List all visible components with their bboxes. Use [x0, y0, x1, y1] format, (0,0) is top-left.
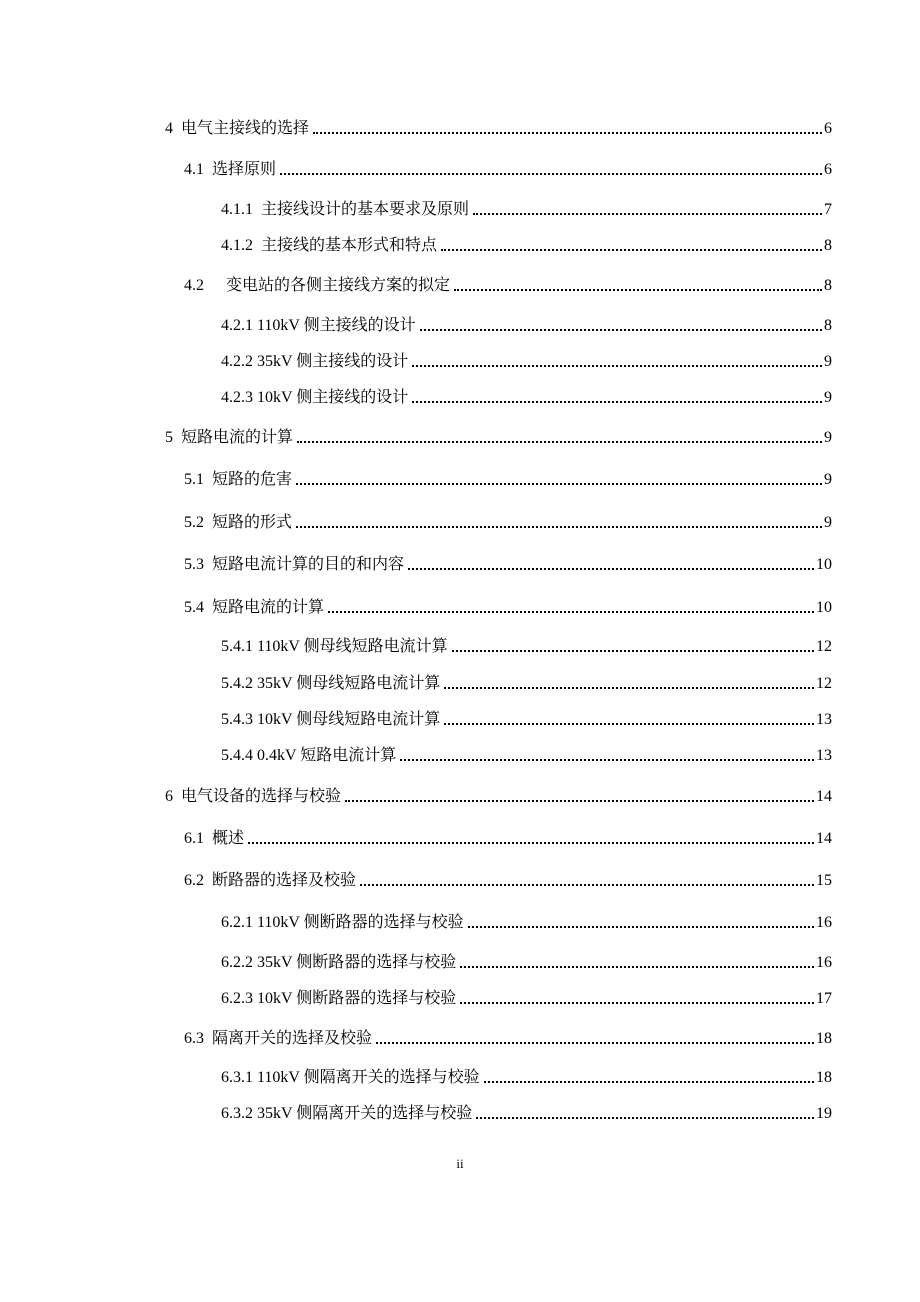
toc-entry-5-4-1[interactable] — [221, 632, 832, 656]
toc-entry-page: 9 — [824, 353, 832, 370]
toc-entry-number: 5.1 — [184, 471, 204, 488]
toc-entry-title: 概述 — [212, 830, 245, 847]
toc-entry-number: 4.1.2 — [221, 237, 253, 254]
toc-entry-4-2-2[interactable] — [221, 347, 832, 371]
toc-entry-title: 变电站的各侧主接线方案的拟定 — [226, 277, 451, 294]
dot-leader — [454, 288, 822, 291]
toc-entry-6-2[interactable] — [184, 866, 832, 890]
toc-entry-title: 35kV 侧断路器的选择与校验 — [257, 954, 457, 971]
toc-entry-number: 5.4.4 — [221, 747, 253, 764]
dot-leader — [360, 883, 814, 886]
toc-entry-number: 5.2 — [184, 514, 204, 531]
toc-entry-6-1[interactable] — [184, 824, 832, 848]
toc-entry-number: 6.2.1 — [221, 914, 253, 931]
toc-entry-number: 5.3 — [184, 556, 204, 573]
toc-entry-number: 4.2.2 — [221, 353, 253, 370]
dot-leader — [412, 364, 822, 367]
toc-entry-5-4-3[interactable] — [221, 705, 832, 729]
toc-entry-page: 13 — [816, 747, 832, 764]
toc-entry-title: 断路器的选择及校验 — [212, 872, 357, 889]
toc-entry-title: 110kV 侧主接线的设计 — [257, 317, 416, 334]
toc-entry-number: 5 — [165, 429, 173, 446]
dot-leader — [452, 649, 814, 652]
toc-entry-title: 110kV 侧母线短路电流计算 — [257, 638, 448, 655]
toc-entry-page: 16 — [816, 914, 832, 931]
toc-entry-4-1-1[interactable] — [221, 195, 832, 219]
toc-entry-title: 10kV 侧主接线的设计 — [257, 389, 409, 406]
toc-entry-title: 110kV 侧断路器的选择与校验 — [257, 914, 464, 931]
toc-entry-title: 短路电流的计算 — [181, 429, 294, 446]
toc-entry-title: 电气主接线的选择 — [181, 120, 310, 137]
toc-entry-number: 6.2.3 — [221, 990, 253, 1007]
toc-entry-title: 短路电流的计算 — [212, 599, 325, 616]
dot-leader — [484, 1080, 814, 1083]
toc-entry-title: 隔离开关的选择及校验 — [212, 1030, 373, 1047]
toc-entry-5-3[interactable] — [184, 550, 832, 574]
toc-entry-number: 6.3 — [184, 1030, 204, 1047]
toc-entry-page: 8 — [824, 237, 832, 254]
toc-entry-number: 5.4.3 — [221, 711, 253, 728]
toc-entry-4-1[interactable] — [184, 155, 832, 179]
dot-leader — [376, 1041, 814, 1044]
dot-leader — [400, 758, 814, 761]
toc-entry-5[interactable] — [165, 423, 832, 447]
toc-entry-title: 短路的危害 — [212, 471, 293, 488]
toc-entry-6-3[interactable] — [184, 1024, 832, 1048]
toc-entry-6-3-1[interactable] — [221, 1063, 832, 1087]
toc-entry-4-1-2[interactable] — [221, 231, 832, 255]
toc-entry-number: 4.1.1 — [221, 201, 253, 218]
toc-entry-4-2-3[interactable] — [221, 383, 832, 407]
toc-entry-title: 主接线的基本形式和特点 — [261, 237, 438, 254]
toc-entry-5-4-2[interactable] — [221, 669, 832, 693]
dot-leader — [408, 567, 814, 570]
toc-entry-page: 8 — [824, 317, 832, 334]
toc-entry-number: 5.4.1 — [221, 638, 253, 655]
toc-entry-title: 35kV 侧母线短路电流计算 — [257, 675, 441, 692]
toc-entry-4-2[interactable] — [184, 271, 832, 295]
toc-entry-number: 6 — [165, 788, 173, 805]
dot-leader — [473, 212, 822, 215]
dot-leader — [460, 1001, 814, 1004]
toc-entry-title: 10kV 侧母线短路电流计算 — [257, 711, 441, 728]
toc-entry-number: 5.4 — [184, 599, 204, 616]
dot-leader — [460, 965, 814, 968]
toc-entry-6-2-2[interactable] — [221, 948, 832, 972]
toc-entry-5-4-4[interactable] — [221, 741, 832, 765]
toc-entry-page: 7 — [824, 201, 832, 218]
toc-entry-title: 110kV 侧隔离开关的选择与校验 — [257, 1069, 480, 1086]
toc-entry-6[interactable] — [165, 782, 832, 806]
toc-entry-title: 短路的形式 — [212, 514, 293, 531]
toc-entry-page: 18 — [816, 1030, 832, 1047]
dot-leader — [476, 1116, 814, 1119]
dot-leader — [280, 172, 822, 175]
toc-entry-5-1[interactable] — [184, 465, 832, 489]
dot-leader — [444, 686, 814, 689]
toc-entry-6-2-1[interactable] — [221, 908, 832, 932]
page-number-footer: ii — [456, 1156, 464, 1171]
toc-entry-page: 14 — [816, 830, 832, 847]
toc-entry-page: 12 — [816, 638, 832, 655]
toc-entry-title: 电气设备的选择与校验 — [181, 788, 342, 805]
toc-entry-page: 6 — [824, 161, 832, 178]
dot-leader — [468, 925, 814, 928]
toc-entry-title: 选择原则 — [212, 161, 277, 178]
toc-entry-title: 短路电流计算的目的和内容 — [212, 556, 405, 573]
toc-entry-title: 主接线设计的基本要求及原则 — [261, 201, 470, 218]
toc-entry-page: 16 — [816, 954, 832, 971]
toc-entry-page: 9 — [824, 389, 832, 406]
dot-leader — [313, 131, 822, 134]
toc-entry-page: 14 — [816, 788, 832, 805]
dot-leader — [441, 248, 822, 251]
toc-entry-page: 10 — [816, 556, 832, 573]
toc-entry-number: 6.2.2 — [221, 954, 253, 971]
toc-entry-page: 19 — [816, 1105, 832, 1122]
toc-entry-page: 17 — [816, 990, 832, 1007]
dot-leader — [345, 799, 814, 802]
toc-entry-4-2-1[interactable] — [221, 311, 832, 335]
toc-entry-title: 10kV 侧断路器的选择与校验 — [257, 990, 457, 1007]
toc-entry-page: 12 — [816, 675, 832, 692]
toc-entry-title: 35kV 侧隔离开关的选择与校验 — [257, 1105, 473, 1122]
dot-leader — [248, 841, 814, 844]
toc-entry-5-4[interactable] — [184, 593, 832, 617]
toc-entry-page: 9 — [824, 471, 832, 488]
toc-entry-number: 6.3.1 — [221, 1069, 253, 1086]
toc-entry-4[interactable] — [165, 114, 832, 138]
toc-entry-number: 4.2.1 — [221, 317, 253, 334]
dot-leader — [420, 328, 822, 331]
toc-entry-number: 5.4.2 — [221, 675, 253, 692]
dot-leader — [296, 482, 822, 485]
toc-entry-page: 10 — [816, 599, 832, 616]
dot-leader — [296, 525, 822, 528]
toc-entry-number: 4.2.3 — [221, 389, 253, 406]
toc-entry-number: 6.1 — [184, 830, 204, 847]
dot-leader — [297, 440, 822, 443]
toc-entry-number: 4.2 — [184, 277, 204, 294]
toc-entry-page: 13 — [816, 711, 832, 728]
toc-entry-page: 18 — [816, 1069, 832, 1086]
dot-leader — [412, 400, 822, 403]
toc-entry-page: 9 — [824, 514, 832, 531]
toc-entry-6-3-2[interactable] — [221, 1099, 832, 1123]
toc-entry-title: 35kV 侧主接线的设计 — [257, 353, 409, 370]
dot-leader — [444, 722, 814, 725]
toc-entry-page: 6 — [824, 120, 832, 137]
toc-entry-6-2-3[interactable] — [221, 984, 832, 1008]
toc-entry-number: 4 — [165, 120, 173, 137]
dot-leader — [328, 610, 814, 613]
toc-entry-page: 15 — [816, 872, 832, 889]
toc-entry-number: 6.2 — [184, 872, 204, 889]
toc-entry-title: 0.4kV 短路电流计算 — [257, 747, 397, 764]
toc-entry-5-2[interactable] — [184, 508, 832, 532]
toc-entry-page: 9 — [824, 429, 832, 446]
toc-entry-number: 6.3.2 — [221, 1105, 253, 1122]
toc-entry-page: 8 — [824, 277, 832, 294]
toc-entry-number: 4.1 — [184, 161, 204, 178]
